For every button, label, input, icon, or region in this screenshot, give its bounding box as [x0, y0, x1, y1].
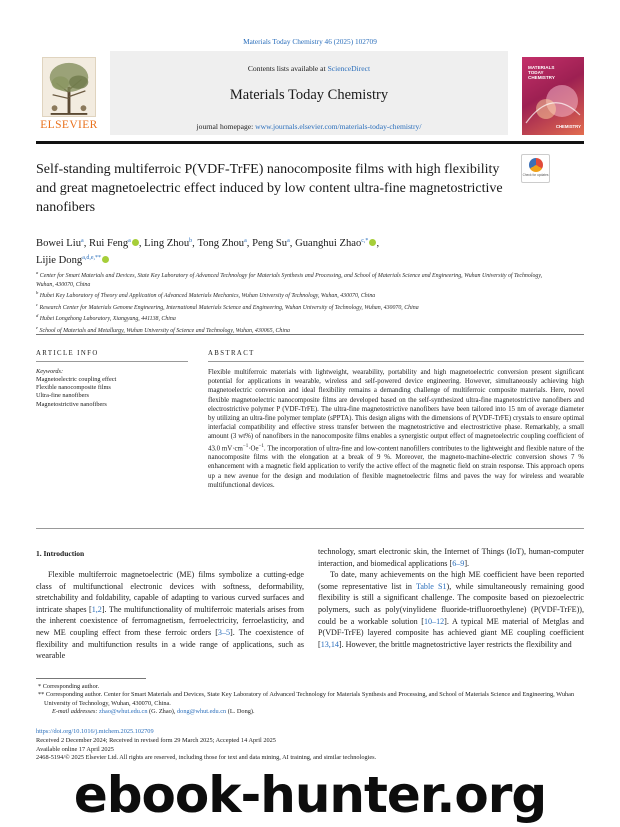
text-run: To date, many achievements on the high ME coefficient have been reported (some representative list in — [318, 570, 584, 591]
journal-reference[interactable]: Materials Today Chemistry 46 (2025) 102709 — [243, 37, 377, 46]
citation-link[interactable]: 13,14 — [320, 639, 339, 649]
author-separator: , — [83, 238, 89, 249]
keyword: Magnetoelectric coupling effect — [36, 376, 117, 383]
received-dates: Received 2 December 2024; Received in revised form 29 March 2025; Accepted 14 April 2025 — [36, 737, 276, 744]
keywords-list — [36, 376, 188, 409]
publication-dates — [36, 737, 584, 763]
text-run: ]. — [464, 558, 470, 568]
author[interactable] — [36, 255, 109, 266]
abstract-exponent: −1 — [242, 443, 249, 449]
author[interactable] — [295, 238, 379, 249]
author-affiliation-marker[interactable]: c,* — [361, 238, 369, 244]
affiliation — [36, 301, 561, 313]
check-updates-label: Check for updates — [522, 173, 549, 177]
copyright: 2468-5194/© 2025 Elsevier Ltd. All rights are reserved, including those for text and data mining, AI training, and similar technologies. — [36, 754, 377, 762]
text-run: technology, smart electronic skin, the Internet of Things (IoT), human-computer interaction, and biomedical applications [ — [318, 547, 584, 568]
affiliations — [36, 269, 561, 335]
footnote-divider — [36, 678, 146, 679]
journal-masthead — [110, 51, 508, 135]
affiliation — [36, 289, 561, 301]
author[interactable] — [252, 238, 295, 249]
email-link[interactable]: zhao@whut.edu.cn — [99, 708, 148, 716]
author-separator: , — [138, 238, 145, 249]
contents-prefix: Contents lists available at — [247, 64, 328, 73]
author-affiliation-marker[interactable]: a,d,e,** — [82, 255, 102, 261]
affiliation — [36, 269, 561, 289]
affiliation-text: School of Materials and Metallurgy, Wuhan University of Science and Technology, Wuhan, 430065, China — [39, 327, 290, 334]
keywords-label: Keywords: — [36, 368, 64, 375]
abstract-rule — [208, 361, 584, 362]
author-separator: , — [246, 238, 253, 249]
footnotes — [36, 678, 584, 717]
abstract-part: . The incorporation of ultra-fine and low-content nanofillers contributes to the lightweight and flexible nature of the nanocomposite films with the elongation at a break of 9 %. Moreover, the magneto-machine-electric conversion shows 7 % enhancement with a magnetic field application to verify the active effect of the magnetic field on strain response. This approach opens up a new avenue for the design and modulation of flexible magnetoelectric films and paves the way for wireless and wearable multifunctional devices. — [208, 444, 584, 489]
author[interactable] — [197, 238, 252, 249]
author-affiliation-marker[interactable]: a — [128, 238, 131, 244]
article-info-heading: ARTICLE INFO — [36, 350, 99, 357]
elsevier-tree-icon — [42, 57, 96, 117]
affiliation-key: d — [36, 313, 39, 319]
journal-homepage-link[interactable]: www.journals.elsevier.com/materials-today-chemistry/ — [255, 122, 422, 131]
affiliation-key: e — [36, 324, 39, 330]
author-separator: , — [289, 238, 296, 249]
citation-link[interactable]: 3–5 — [217, 627, 231, 637]
footnote: * Corresponding author. — [38, 683, 100, 690]
affiliation-text: Hubei Longzhong Laboratory, Xiangyang, 441138, China — [39, 316, 176, 323]
text-run: ]. A typical ME material of Metglas and P(VDF-TrFE) layered composite has achieved giant ME coupling coefficient [ — [318, 616, 584, 649]
author-name: Ling Zhou — [144, 238, 190, 249]
author-name: Rui Feng — [89, 238, 129, 249]
email-addresses — [36, 708, 584, 716]
text-run: ]. The coexistence of flexibility and multifunction results in a wide range of applications, such as wearable — [36, 627, 305, 661]
abstract-heading: ABSTRACT — [208, 350, 255, 357]
intro-paragraph — [36, 569, 304, 662]
body-column-left — [36, 569, 304, 662]
author-separator: , — [192, 238, 198, 249]
introduction-heading: 1. Introduction — [36, 549, 85, 558]
body-column-right — [318, 546, 584, 650]
abstract-exponent: −1 — [258, 443, 264, 449]
author-name: Lijie Dong — [36, 255, 83, 266]
affiliation-text: Research Center for Materials Genome Engineering, International Materials Science and Engineering, Wuhan University of Technology, Wuhan, 430070, China — [39, 304, 419, 311]
keyword: Flexible nanocomposite films — [36, 384, 111, 392]
cover-bar: CHEMISTRY — [555, 124, 581, 129]
keyword: Ultra-fine nanofibers — [36, 392, 89, 400]
journal-cover-image[interactable] — [522, 57, 584, 135]
intro-paragraph — [318, 569, 584, 650]
homepage-line — [110, 122, 508, 131]
citation-link[interactable]: 1,2 — [91, 604, 102, 614]
affiliation-text: Hubei Key Laboratory of Theory and Application of Advanced Materials Mechanics, Wuhan University of Technology, Wuhan, 430070, China — [39, 293, 376, 300]
check-updates-icon — [529, 158, 543, 172]
email-label: E-mail addresses: — [52, 708, 99, 716]
email-link[interactable]: dong@whut.edu.cn — [177, 708, 227, 716]
author-name: Peng Su — [252, 238, 288, 249]
article-title: Self-standing multiferroic P(VDF-TrFE) nanocomposite films with high flexibility and great magnetoelectric effect induced by low content ultra-fine magnetostrictive nanofibers — [36, 162, 503, 215]
author[interactable] — [36, 238, 89, 249]
affiliation-key: b — [36, 290, 39, 296]
doi-link[interactable]: https://doi.org/10.1016/j.mtchem.2025.102709 — [36, 728, 154, 735]
author-affiliation-marker[interactable]: a — [287, 238, 290, 244]
section-divider — [36, 334, 584, 335]
table-link[interactable]: Table S1 — [415, 581, 447, 591]
affiliation-text: Center for Smart Materials and Devices, State Key Laboratory of Advanced Technology for Materials Synthesis and Processing, and School of Materials Science and Engineering, Wuhan University of Technology, Wuhan, 430070, China — [36, 272, 543, 288]
author[interactable] — [144, 238, 197, 249]
text-run: ), while simultaneously remaining good flexibility is still a significant challenge. The composite based on piezoelectric polymers, such as poly(vinylidene fluoride-trifluoroethylene) (P(VDF-TrFE)), could be a workable solution [ — [318, 581, 584, 626]
footnote: ** Corresponding author. Center for Smart Materials and Devices, State Key Laboratory of Advanced Technology for Materials Synthesis and Processing, and School of Materials Science and Engineering, Wuhan University of Technology, Wuhan, 430070, China. — [38, 691, 575, 707]
orcid-icon[interactable] — [102, 256, 109, 263]
header-divider — [36, 141, 584, 144]
homepage-prefix: journal homepage: — [196, 122, 256, 131]
sciencedirect-link[interactable]: ScienceDirect — [327, 64, 371, 73]
abstract-part: ·Oe — [248, 444, 259, 452]
keyword: Magnetostrictive nanofibers — [36, 400, 107, 408]
email-owner: (L. Dong). — [226, 708, 255, 716]
orcid-icon[interactable] — [132, 239, 139, 246]
journal-title: Materials Today Chemistry — [229, 87, 389, 103]
contents-line — [110, 64, 508, 73]
author-name: Tong Zhou — [197, 238, 245, 249]
abstract-text — [208, 368, 584, 490]
affiliation-key: a — [36, 270, 39, 275]
author-name: Guanghui Zhao — [295, 238, 362, 249]
check-for-updates-button[interactable] — [521, 154, 550, 183]
author-separator: , — [376, 238, 380, 249]
elsevier-logo[interactable] — [36, 57, 102, 135]
text-run: ]. However, the brittle magnetostrictive layer restricts the flexibility and — [338, 639, 572, 649]
email-owner: (G. Zhao), — [147, 708, 178, 716]
abstract-bottom-divider — [36, 528, 584, 529]
journal-header — [36, 51, 584, 137]
article-info-rule — [36, 361, 188, 362]
abstract-part: Flexible multiferroic materials with lightweight, wearability, portability and high magnetoelectric conversion present significant potential for applications in wearable, wireless and self-powered device engineering. However, simultaneously achieving high magnetoelectric conversion and ideal flexibility remains a demanding challenge of multiferroic composite materials. Here, novel flexible magnetoelectric nanocomposite films are developed based on the self-synthesized ultra-fine magnetostrictive nanofibers and electrostrictive polymer P (VDF-TrFE). The ultra-fine magnetostrictive nanofibers have been tailored into 15 nm of average diameter by utilizing an ultra-fine polymer template (sPPTA). This design aligns with the dimensions of P(VDF-TrFE) crystals to ensure optimal interfacial compatibility and effective stress transfer between the magnetostrictive and electrostrictive phase. Remarkably, a small amount (3 wt%) of nanofibers in the nanocomposite films enables a synergistic output effect of magnetoelectric coupling coefficient of 43.0 mV·cm — [208, 369, 584, 452]
watermark: ebook-hunter.org — [73, 766, 547, 824]
publisher-name: ELSEVIER — [40, 119, 98, 131]
affiliation — [36, 312, 561, 324]
intro-paragraph-continued — [318, 546, 584, 569]
author-name: Bowei Liu — [36, 238, 82, 249]
text-run: ]. The multifunctionality of multiferroic materials arises from the inherent coexistence of ferromagnetism, ferroelectricity, ferroelasticity, and new ME coupling effect from these ferroic orders [ — [36, 604, 304, 637]
text-run: Flexible multiferroic magnetoelectric (ME) films symbolize a cutting-edge class of multifunctional electronic devices with softness, deformability, stretchability and foldability, capable of adapting to various curved surfaces and intricate shapes [ — [36, 570, 304, 614]
cover-title: MATERIALS TODAY CHEMISTRY — [528, 65, 555, 80]
author-affiliation-marker[interactable]: a — [81, 238, 84, 244]
citation-link[interactable]: 10–12 — [423, 616, 445, 626]
author-affiliation-marker[interactable]: a — [244, 238, 247, 244]
author-list — [36, 234, 536, 268]
online-date: Available online 17 April 2025 — [36, 745, 114, 753]
author-affiliation-marker[interactable]: b — [189, 238, 193, 244]
citation-link[interactable]: 6–9 — [452, 558, 465, 568]
affiliation-key: c — [36, 301, 39, 307]
author[interactable] — [89, 238, 144, 249]
